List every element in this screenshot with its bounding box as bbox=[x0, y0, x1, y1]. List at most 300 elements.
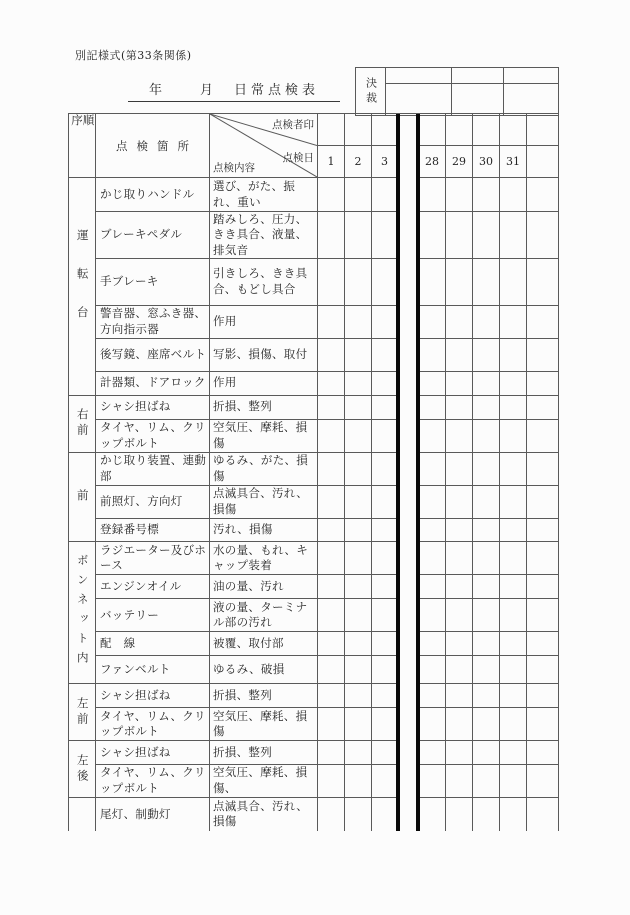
day-cell bbox=[372, 212, 398, 259]
day-cell bbox=[419, 542, 446, 575]
day-cell bbox=[473, 306, 500, 339]
day-cell bbox=[318, 519, 345, 543]
inspection-content: 油の量、汚れ bbox=[210, 575, 318, 599]
inspection-content: 水の量、もれ、キャップ装着 bbox=[210, 542, 318, 575]
day-cell bbox=[500, 114, 527, 146]
day-number: 3 bbox=[372, 146, 398, 178]
day-cell bbox=[446, 212, 473, 259]
day-cell bbox=[345, 741, 372, 765]
day-cell bbox=[372, 259, 398, 306]
day-cell bbox=[372, 684, 398, 708]
day-cells bbox=[318, 178, 558, 212]
approval-name-cell bbox=[452, 68, 503, 84]
inspection-content: 選び、がた、振れ、重い bbox=[210, 178, 318, 212]
table-row bbox=[96, 684, 558, 708]
day-cell bbox=[446, 339, 473, 372]
day-cells bbox=[318, 765, 558, 798]
group-cell-right-front bbox=[69, 396, 95, 453]
day-cell bbox=[527, 396, 558, 420]
table-row bbox=[96, 486, 558, 519]
group-cell-left-front bbox=[69, 684, 95, 741]
day-cells bbox=[318, 542, 558, 575]
day-cell bbox=[345, 656, 372, 684]
day-cell bbox=[473, 339, 500, 372]
day-cell bbox=[500, 684, 527, 708]
approval-seal-cell bbox=[386, 84, 451, 115]
approval-column bbox=[504, 68, 558, 115]
day-cells bbox=[318, 420, 558, 453]
day-cell bbox=[419, 114, 446, 146]
day-cell bbox=[446, 765, 473, 798]
day-cell bbox=[318, 339, 345, 372]
form-note: 別記様式(第33条関係) bbox=[75, 49, 192, 62]
table-row bbox=[96, 420, 558, 453]
day-cell bbox=[318, 259, 345, 306]
day-cell bbox=[527, 798, 558, 831]
inspection-location: バッテリー bbox=[96, 599, 210, 632]
day-cell bbox=[318, 453, 345, 486]
day-cell bbox=[419, 656, 446, 684]
day-cell bbox=[527, 259, 558, 306]
day-cell bbox=[372, 656, 398, 684]
day-cell bbox=[419, 178, 446, 212]
table-row bbox=[96, 575, 558, 599]
approval-label-cell bbox=[356, 68, 386, 115]
day-cell bbox=[527, 599, 558, 632]
day-cell bbox=[372, 420, 398, 453]
day-cell bbox=[372, 632, 398, 656]
day-cell bbox=[527, 420, 558, 453]
day-cell bbox=[372, 339, 398, 372]
order-column bbox=[69, 114, 96, 831]
day-cell bbox=[500, 708, 527, 741]
day-cell bbox=[345, 684, 372, 708]
day-number: 31 bbox=[500, 146, 527, 178]
day-cell bbox=[473, 453, 500, 486]
day-cells bbox=[318, 486, 558, 519]
day-cell bbox=[345, 420, 372, 453]
group-cell-left-rear bbox=[69, 741, 95, 798]
inspection-content: 折損、整列 bbox=[210, 396, 318, 420]
day-cell bbox=[318, 372, 345, 396]
day-cell bbox=[318, 396, 345, 420]
approval-column bbox=[452, 68, 504, 115]
day-cell bbox=[345, 765, 372, 798]
day-cell bbox=[372, 575, 398, 599]
day-cell bbox=[318, 798, 345, 831]
day-cell bbox=[446, 684, 473, 708]
day-cells bbox=[318, 453, 558, 486]
group-label: 右前 bbox=[75, 408, 90, 440]
approval-column bbox=[386, 68, 452, 115]
day-cell bbox=[318, 178, 345, 212]
approval-label: 決裁 bbox=[364, 76, 378, 107]
inspection-content: 折損、整列 bbox=[210, 741, 318, 765]
table-row bbox=[96, 656, 558, 684]
day-cell bbox=[527, 453, 558, 486]
inspection-content-label: 点検内容 bbox=[213, 162, 255, 174]
omitted-days-bar-right bbox=[416, 114, 420, 831]
day-header-area bbox=[318, 114, 558, 178]
table-row bbox=[96, 599, 558, 632]
day-cell bbox=[527, 708, 558, 741]
day-cell bbox=[500, 306, 527, 339]
table-row bbox=[96, 396, 558, 420]
day-cell bbox=[446, 708, 473, 741]
inspection-content: ゆるみ、がた、損傷 bbox=[210, 453, 318, 486]
day-number-empty bbox=[527, 146, 558, 178]
day-cell bbox=[372, 453, 398, 486]
group-cell-cab bbox=[69, 178, 95, 396]
inspection-content: 空気圧、摩耗、損傷、 bbox=[210, 765, 318, 798]
table-row bbox=[96, 259, 558, 306]
day-cell bbox=[527, 519, 558, 543]
inspection-location: 後写鏡、座席ベルト bbox=[96, 339, 210, 372]
day-cell bbox=[446, 372, 473, 396]
location-header-label: 点検箇所 bbox=[116, 138, 198, 153]
day-cell bbox=[527, 632, 558, 656]
day-cell bbox=[372, 114, 398, 146]
inspection-content: 汚れ、損傷 bbox=[210, 519, 318, 543]
inspection-location: 計器類、ドアロック bbox=[96, 372, 210, 396]
day-number: 2 bbox=[345, 146, 372, 178]
day-cell bbox=[527, 741, 558, 765]
inspection-location: タイヤ、リム、クリップボルト bbox=[96, 765, 210, 798]
day-cell bbox=[345, 599, 372, 632]
day-cell bbox=[345, 453, 372, 486]
day-cells bbox=[318, 259, 558, 306]
day-cell bbox=[527, 684, 558, 708]
day-cell bbox=[446, 178, 473, 212]
day-cell bbox=[473, 259, 500, 306]
day-cell bbox=[500, 599, 527, 632]
omitted-days-bar-left bbox=[396, 114, 400, 831]
approval-box bbox=[355, 67, 559, 116]
day-cell bbox=[345, 708, 372, 741]
day-cell bbox=[419, 708, 446, 741]
diagonal-header-cell bbox=[210, 114, 318, 178]
inspection-location: 尾灯、制動灯 bbox=[96, 798, 210, 831]
day-cell bbox=[345, 632, 372, 656]
day-cell bbox=[527, 306, 558, 339]
day-cell bbox=[500, 372, 527, 396]
day-cell bbox=[419, 486, 446, 519]
day-cells bbox=[318, 708, 558, 741]
day-cell bbox=[446, 632, 473, 656]
approval-name-cell bbox=[386, 68, 451, 84]
inspection-table bbox=[68, 113, 559, 831]
day-number: 29 bbox=[446, 146, 473, 178]
day-cells bbox=[318, 575, 558, 599]
inspection-date-label: 点検日 bbox=[282, 152, 314, 164]
day-cell bbox=[345, 542, 372, 575]
day-cell bbox=[372, 178, 398, 212]
inspection-location: タイヤ、リム、クリップボルト bbox=[96, 708, 210, 741]
day-cells bbox=[318, 684, 558, 708]
table-row bbox=[96, 339, 558, 372]
day-cells bbox=[318, 599, 558, 632]
day-cell bbox=[527, 372, 558, 396]
day-cells bbox=[318, 656, 558, 684]
day-cell bbox=[473, 599, 500, 632]
approval-seal-cell bbox=[452, 84, 503, 115]
day-cell bbox=[473, 684, 500, 708]
table-row bbox=[96, 519, 558, 543]
table-row bbox=[96, 632, 558, 656]
day-cell bbox=[372, 542, 398, 575]
day-cell bbox=[473, 656, 500, 684]
inspection-location: 手ブレーキ bbox=[96, 259, 210, 306]
day-cell bbox=[500, 212, 527, 259]
day-cell bbox=[527, 656, 558, 684]
day-cell bbox=[527, 114, 558, 146]
day-cells bbox=[318, 632, 558, 656]
day-cell bbox=[473, 542, 500, 575]
group-label: 運転台 bbox=[75, 228, 90, 345]
group-label: 左後 bbox=[75, 753, 90, 785]
day-cell bbox=[419, 212, 446, 259]
day-cells bbox=[318, 339, 558, 372]
day-cell bbox=[419, 306, 446, 339]
table-row bbox=[96, 306, 558, 339]
group-cell-empty bbox=[69, 798, 95, 831]
day-cell bbox=[372, 306, 398, 339]
table-row bbox=[96, 178, 558, 212]
day-cell bbox=[473, 178, 500, 212]
day-cell bbox=[345, 259, 372, 306]
day-cell bbox=[318, 542, 345, 575]
day-cell bbox=[318, 114, 345, 146]
day-number: 28 bbox=[419, 146, 446, 178]
inspection-content: 作用 bbox=[210, 372, 318, 396]
table-row bbox=[96, 708, 558, 741]
day-cell bbox=[419, 372, 446, 396]
inspection-location: 登録番号標 bbox=[96, 519, 210, 543]
day-cell bbox=[318, 599, 345, 632]
day-cell bbox=[419, 575, 446, 599]
day-cell bbox=[473, 114, 500, 146]
inspection-content: 写影、損傷、取付 bbox=[210, 339, 318, 372]
inspection-content: 点滅具合、汚れ、損傷 bbox=[210, 798, 318, 831]
day-cell bbox=[318, 708, 345, 741]
day-cell bbox=[473, 765, 500, 798]
day-cell bbox=[500, 453, 527, 486]
table-row bbox=[96, 542, 558, 575]
day-cell bbox=[473, 708, 500, 741]
day-cell bbox=[372, 708, 398, 741]
approval-seal-cell bbox=[504, 84, 558, 115]
day-cells bbox=[318, 396, 558, 420]
group-label: 前 bbox=[75, 489, 90, 505]
day-cell bbox=[345, 798, 372, 831]
day-cell bbox=[446, 259, 473, 306]
day-cell bbox=[446, 453, 473, 486]
day-cell bbox=[345, 519, 372, 543]
day-cell bbox=[318, 741, 345, 765]
day-cell bbox=[446, 486, 473, 519]
day-cell bbox=[318, 212, 345, 259]
inspection-content: 作用 bbox=[210, 306, 318, 339]
day-cell bbox=[345, 212, 372, 259]
day-cell bbox=[372, 741, 398, 765]
day-cell bbox=[473, 519, 500, 543]
day-cell bbox=[527, 575, 558, 599]
day-cell bbox=[345, 114, 372, 146]
day-cell bbox=[372, 372, 398, 396]
day-cell bbox=[318, 420, 345, 453]
day-cell bbox=[345, 372, 372, 396]
day-cell bbox=[372, 519, 398, 543]
table-row bbox=[96, 453, 558, 486]
inspection-content: 空気圧、摩耗、損傷 bbox=[210, 708, 318, 741]
day-cell bbox=[318, 684, 345, 708]
day-cell bbox=[446, 575, 473, 599]
day-cell bbox=[500, 259, 527, 306]
inspection-content: 折損、整列 bbox=[210, 684, 318, 708]
day-cell bbox=[318, 632, 345, 656]
day-cell bbox=[318, 575, 345, 599]
day-cells bbox=[318, 306, 558, 339]
table-row bbox=[96, 212, 558, 259]
day-cell bbox=[473, 798, 500, 831]
day-cell bbox=[318, 306, 345, 339]
day-cells bbox=[318, 741, 558, 765]
day-cell bbox=[473, 632, 500, 656]
inspection-content: 引きしろ、きき具合、もどし具合 bbox=[210, 259, 318, 306]
day-cell bbox=[473, 486, 500, 519]
day-cell bbox=[419, 519, 446, 543]
day-cell bbox=[419, 453, 446, 486]
day-cell bbox=[500, 519, 527, 543]
group-label: 左前 bbox=[75, 696, 90, 728]
table-body bbox=[96, 114, 558, 831]
day-cell bbox=[419, 798, 446, 831]
day-cell bbox=[419, 765, 446, 798]
group-cell-bonnet bbox=[69, 542, 95, 684]
day-cell bbox=[500, 486, 527, 519]
day-cell bbox=[527, 339, 558, 372]
day-cell bbox=[500, 542, 527, 575]
day-cell bbox=[419, 420, 446, 453]
day-cell bbox=[527, 765, 558, 798]
day-cell bbox=[446, 114, 473, 146]
day-number: 1 bbox=[318, 146, 345, 178]
day-cell bbox=[500, 339, 527, 372]
day-cell bbox=[446, 306, 473, 339]
inspection-content: 被覆、取付部 bbox=[210, 632, 318, 656]
day-cell bbox=[473, 372, 500, 396]
inspection-content: 踏みしろ、圧力、きき具合、液量、排気音 bbox=[210, 212, 318, 259]
inspection-content: 空気圧、摩耗、損傷 bbox=[210, 420, 318, 453]
inspection-location: 前照灯、方向灯 bbox=[96, 486, 210, 519]
day-cell bbox=[446, 542, 473, 575]
day-cell bbox=[500, 765, 527, 798]
table-row bbox=[96, 798, 558, 831]
day-cells bbox=[318, 372, 558, 396]
day-cell bbox=[527, 486, 558, 519]
inspection-location: ラジエーター及びホース bbox=[96, 542, 210, 575]
inspection-location: 警音器、窓ふき器、方向指示器 bbox=[96, 306, 210, 339]
group-label: ボンネット内 bbox=[75, 554, 90, 672]
day-cell bbox=[419, 259, 446, 306]
day-cell bbox=[446, 741, 473, 765]
day-cell bbox=[345, 339, 372, 372]
day-cells bbox=[318, 798, 558, 831]
day-cell bbox=[500, 396, 527, 420]
inspection-location: ファンベルト bbox=[96, 656, 210, 684]
inspection-location: 配 線 bbox=[96, 632, 210, 656]
day-cell bbox=[419, 599, 446, 632]
day-cell bbox=[446, 798, 473, 831]
day-cell bbox=[500, 741, 527, 765]
table-header-row bbox=[96, 114, 558, 178]
day-cell bbox=[345, 306, 372, 339]
inspector-seal-label: 点検者印 bbox=[272, 119, 314, 131]
day-cell bbox=[372, 798, 398, 831]
day-cell bbox=[446, 599, 473, 632]
day-cell bbox=[500, 656, 527, 684]
table-row bbox=[96, 765, 558, 798]
inspection-location: シャシ担ばね bbox=[96, 396, 210, 420]
day-cell bbox=[419, 339, 446, 372]
day-cells bbox=[318, 519, 558, 543]
inspection-location: かじ取り装置、連動部 bbox=[96, 453, 210, 486]
inspection-location: シャシ担ばね bbox=[96, 741, 210, 765]
inspection-content: ゆるみ、破損 bbox=[210, 656, 318, 684]
day-cell bbox=[419, 684, 446, 708]
day-cell bbox=[446, 396, 473, 420]
inspection-location: シャシ担ばね bbox=[96, 684, 210, 708]
day-cell bbox=[345, 178, 372, 212]
day-cell bbox=[500, 575, 527, 599]
day-cell bbox=[473, 575, 500, 599]
day-number: 30 bbox=[473, 146, 500, 178]
day-cell bbox=[473, 420, 500, 453]
day-cell bbox=[318, 486, 345, 519]
location-header-cell bbox=[96, 114, 210, 178]
day-cell bbox=[419, 632, 446, 656]
day-cell bbox=[419, 396, 446, 420]
day-cell bbox=[372, 599, 398, 632]
approval-name-cell bbox=[504, 68, 558, 84]
inspection-content: 液の量、ターミナル部の汚れ bbox=[210, 599, 318, 632]
day-cell bbox=[500, 798, 527, 831]
group-cell-front bbox=[69, 453, 95, 543]
seal-row bbox=[318, 114, 558, 146]
day-cell bbox=[345, 396, 372, 420]
order-header-cell bbox=[69, 114, 95, 178]
day-cells bbox=[318, 212, 558, 259]
inspection-location: かじ取りハンドル bbox=[96, 178, 210, 212]
day-cell bbox=[419, 741, 446, 765]
day-cell bbox=[446, 420, 473, 453]
page-title: 年 月 日常点検表 bbox=[128, 79, 340, 102]
order-header-label: 順序 bbox=[70, 114, 96, 150]
day-cell bbox=[446, 519, 473, 543]
day-cell bbox=[345, 575, 372, 599]
date-row bbox=[318, 146, 558, 178]
table-row bbox=[96, 372, 558, 396]
day-cell bbox=[500, 178, 527, 212]
day-cell bbox=[318, 656, 345, 684]
inspection-location: タイヤ、リム、クリップボルト bbox=[96, 420, 210, 453]
day-cell bbox=[473, 212, 500, 259]
day-cell bbox=[473, 396, 500, 420]
day-cell bbox=[372, 396, 398, 420]
day-cell bbox=[446, 656, 473, 684]
day-cell bbox=[473, 741, 500, 765]
inspection-location: エンジンオイル bbox=[96, 575, 210, 599]
